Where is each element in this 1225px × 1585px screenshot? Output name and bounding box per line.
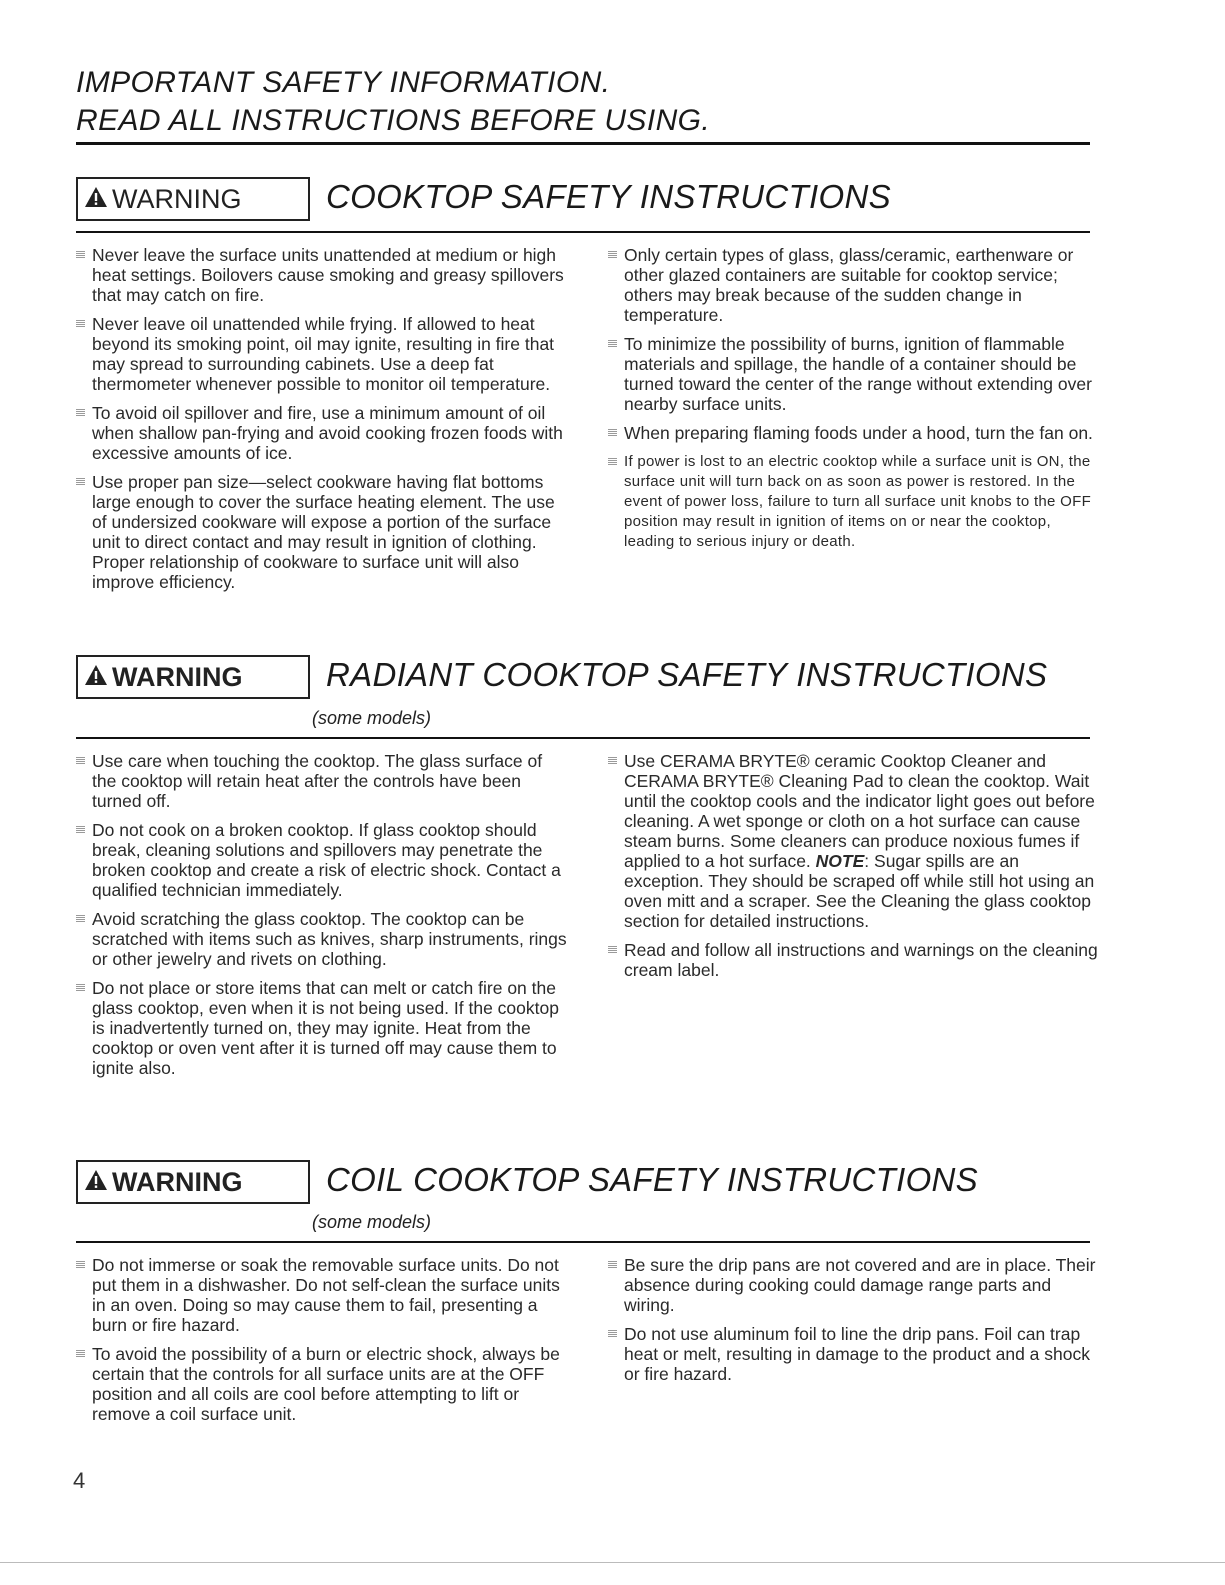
bullet-icon (608, 458, 617, 465)
list-item: Do not immerse or soak the removable surface units. Do not put them in a dishwasher. Do not self-clean the surface units in an oven. Doing so may cause them to fail, presenting a burn or fire hazard. (76, 1255, 571, 1335)
note-label: NOTE (815, 851, 865, 871)
section-subtitle: (some models) (312, 708, 432, 728)
list-item: Avoid scratching the glass cooktop. The cooktop can be scratched with items such as knives, sharp instruments, rings or other jewelry and rivets on clothing. (76, 909, 571, 969)
footer-rule (0, 1562, 1225, 1563)
list-item: If power is lost to an electric cooktop while a surface unit is ON, the surface unit will turn back on as soon as power is restored. In the event of power loss, failure to turn all surface unit knobs to the OFF position may result in ignition of items on or near the cooktop, leading to serious injury or death. (608, 452, 1103, 552)
warning-label: WARNING (112, 183, 242, 214)
list-item: Use CERAMA BRYTE® ceramic Cooktop Cleaner and CERAMA BRYTE® Cleaning Pad to clean the cooktop. Wait until the cooktop cools and the indicator light goes out before cleaning. A wet sponge or cloth on a hot surface can cause steam burns. Some cleaners can produce noxious fumes if applied to a hot surface. NOTE: Sugar spills are an exception. They should be scraped off while still hot using an oven mitt and a scraper. See the Cleaning the glass cooktop section for detailed instructions. (608, 751, 1103, 931)
radiant-left-column (76, 751, 571, 1087)
bullet-icon (76, 1261, 85, 1268)
list-item: To avoid oil spillover and fire, use a minimum amount of oil when shallow pan-frying and avoid cooking frozen foods with excessive amounts of ice. (76, 403, 571, 463)
section-rule (76, 1241, 1090, 1243)
bullet-icon (76, 915, 85, 922)
list-item: Do not place or store items that can melt or catch fire on the glass cooktop, even when it is not being used. If the cooktop is inadvertently turned on, they may ignite. Heat from the cooktop or oven vent after it is turned off may cause them to ignite also. (76, 978, 571, 1078)
bullet-icon (608, 251, 617, 258)
warning-triangle-icon (84, 662, 108, 693)
bullet-icon (608, 429, 617, 436)
header-line-2: READ ALL INSTRUCTIONS BEFORE USING. (76, 104, 711, 137)
bullet-icon (608, 1261, 617, 1268)
bullet-icon (76, 409, 85, 416)
coil-right-column (608, 1255, 1103, 1393)
bullet-icon (608, 1330, 617, 1337)
header-rule (76, 142, 1090, 145)
list-item: To avoid the possibility of a burn or electric shock, always be certain that the controls for all surface units are at the OFF position and all coils are cool before attempting to lift or remove a coil surface unit. (76, 1344, 571, 1424)
bullet-icon (76, 1350, 85, 1357)
page-number: 4 (73, 1468, 86, 1493)
bullet-icon (76, 984, 85, 991)
bullet-icon (608, 946, 617, 953)
warning-label: WARNING (112, 661, 243, 692)
cooktop-right-column (608, 245, 1103, 561)
warning-badge (76, 655, 310, 699)
list-item: To minimize the possibility of burns, ignition of flammable materials and spillage, the handle of a container should be turned toward the center of the range without extending over nearby surface units. (608, 334, 1103, 414)
list-item: Only certain types of glass, glass/ceramic, earthenware or other glazed containers are suitable for cooktop service; others may break because of the sudden change in temperature. (608, 245, 1103, 325)
section-subtitle: (some models) (312, 1212, 432, 1232)
bullet-icon (76, 826, 85, 833)
list-item: Use care when touching the cooktop. The glass surface of the cooktop will retain heat after the controls have been turned off. (76, 751, 571, 811)
list-item: Read and follow all instructions and warnings on the cleaning cream label. (608, 940, 1103, 980)
section-rule (76, 231, 1090, 233)
bullet-icon (76, 320, 85, 327)
list-item: When preparing flaming foods under a hood, turn the fan on. (608, 423, 1103, 443)
cooktop-left-column (76, 245, 571, 601)
warning-label: WARNING (112, 1166, 243, 1197)
bullet-icon (608, 340, 617, 347)
coil-left-column (76, 1255, 571, 1433)
section-title-cooktop: COOKTOP SAFETY INSTRUCTIONS (326, 178, 891, 215)
section-title-coil: COIL COOKTOP SAFETY INSTRUCTIONS (326, 1161, 978, 1198)
list-item: Be sure the drip pans are not covered and are in place. Their absence during cooking could damage range parts and wiring. (608, 1255, 1103, 1315)
page-header (76, 64, 1086, 140)
section-rule (76, 737, 1090, 739)
section-title-radiant: RADIANT COOKTOP SAFETY INSTRUCTIONS (326, 656, 1048, 693)
list-item: Use proper pan size—select cookware having flat bottoms large enough to cover the surface heating element. The use of undersized cookware will expose a portion of the surface unit to direct contact and may result in ignition of clothing. Proper relationship of cookware to surface unit will also improve efficiency. (76, 472, 571, 592)
warning-badge (76, 1160, 310, 1204)
header-line-1: IMPORTANT SAFETY INFORMATION. (76, 66, 611, 99)
bullet-icon (76, 251, 85, 258)
bullet-icon (76, 757, 85, 764)
bullet-icon (76, 478, 85, 485)
list-item: Never leave oil unattended while frying. If allowed to heat beyond its smoking point, oil may ignite, resulting in fire that may spread to surrounding cabinets. Use a deep fat thermometer whenever possible to monitor oil temperature. (76, 314, 571, 394)
list-item: Never leave the surface units unattended at medium or high heat settings. Boilovers cause smoking and greasy spillovers that may catch on fire. (76, 245, 571, 305)
warning-triangle-icon (84, 1167, 108, 1198)
warning-badge (76, 177, 310, 221)
radiant-right-column (608, 751, 1103, 989)
warning-triangle-icon (84, 184, 108, 215)
list-item: Do not use aluminum foil to line the drip pans. Foil can trap heat or melt, resulting in damage to the product and a shock or fire hazard. (608, 1324, 1103, 1384)
list-item: Do not cook on a broken cooktop. If glass cooktop should break, cleaning solutions and spillovers may penetrate the broken cooktop and create a risk of electric shock. Contact a qualified technician immediately. (76, 820, 571, 900)
bullet-icon (608, 757, 617, 764)
